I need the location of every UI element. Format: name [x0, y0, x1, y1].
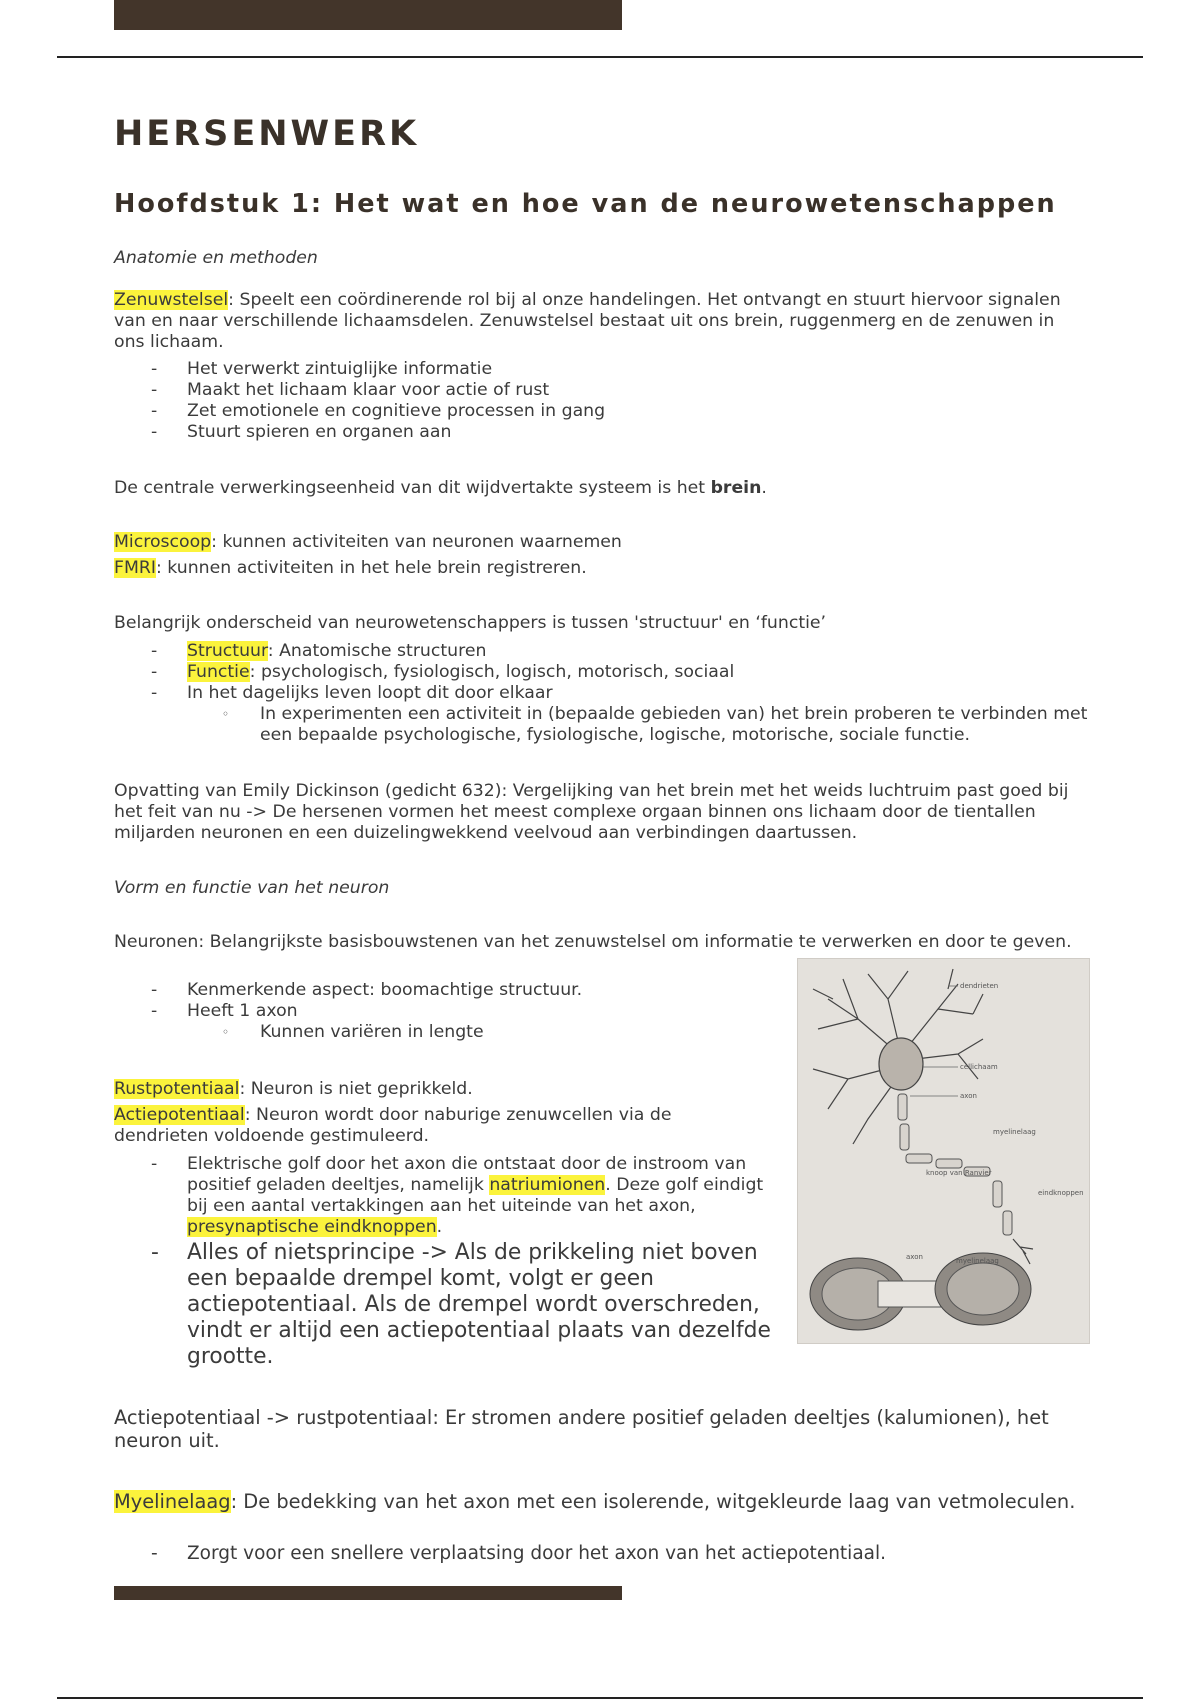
sub-list-item: ◦ In experimenten een activiteit in (bepaalde gebieden van) het brein proberen te verbinden met een bepaalde psychologische, fysiologische, logische, motorische, sociale functie. — [114, 704, 1089, 746]
term-functie: Functie — [187, 662, 250, 682]
axon-segments — [898, 1094, 1012, 1235]
label-myelinelaag: myelinelaag — [993, 1128, 1036, 1136]
list-item: - Elektrische golf door het axon die ontstaat door de instroom van positief geladen deeltjes, namelijk natriumionen. Deze golf eindigt bij een aantal vertakkingen aan het uiteinde van het axon, presynaptische eindknoppen. — [114, 1154, 784, 1238]
terminal-branches — [1013, 1239, 1033, 1264]
paragraph-actiepotentiaal: Actiepotentiaal: Neuron wordt door naburige zenuwcellen via de dendrieten voldoende gestimuleerd. — [114, 1105, 672, 1146]
term-microscoop: Microscoop — [114, 532, 212, 552]
list-item: - Zorgt voor een snellere verplaatsing door het axon van het actiepotentiaal. — [114, 1542, 1089, 1565]
list-item: - Stuurt spieren en organen aan — [114, 422, 605, 443]
paragraph-neuronen: Neuronen: Belangrijkste basisbouwstenen van het zenuwstelsel om informatie te verwerken en door te geven. — [114, 932, 1072, 952]
section-heading-neuron: Vorm en functie van het neuron — [114, 878, 390, 898]
label-dendrieten: dendrieten — [960, 982, 999, 990]
list-item: - Maakt het lichaam klaar voor actie of rust — [114, 380, 605, 401]
paragraph-centraal: De centrale verwerkingseenheid van dit wijdvertakte systeem is het brein. — [114, 478, 767, 498]
list-item: - In het dagelijks leven loopt dit door elkaar — [114, 683, 1089, 704]
neuron-figure — [797, 958, 1090, 1344]
label-cellichaam: cellichaam — [960, 1063, 998, 1071]
label-eindknoppen: eindknoppen — [1038, 1189, 1084, 1197]
paragraph-zenuwstelsel: Zenuwstelsel: Speelt een coördinerende rol bij al onze handelingen. Het ontvangt en stuurt hiervoor signalen van en naar verschillende lichaamsdelen. Zenuwstelsel bestaat uit ons brein, ruggenmerg en de zenuwen in ons lichaam. — [114, 290, 1061, 352]
list-item: - Alles of nietsprincipe -> Als de prikkeling niet boven een bepaalde drempel komt, volgt er geen actiepotentiaal. Als de drempel wordt overschreden, vindt er altijd een actiepotentiaal plaats van dezelfde grootte. — [114, 1240, 790, 1370]
term-actiepotentiaal: Actiepotentiaal — [114, 1105, 245, 1125]
paragraph-myelinelaag: Myelinelaag: De bedekking van het axon met een isolerende, witgekleurde laag van vetmoleculen. — [114, 1490, 1076, 1513]
paragraph-fmri: FMRI: kunnen activiteiten in het hele brein registreren. — [114, 558, 587, 578]
label-axon-section: axon — [906, 1253, 923, 1261]
list-item: - Structuur: Anatomische structuren — [114, 641, 1089, 662]
chapter-heading: Hoofdstuk 1: Het wat en hoe van de neurowetenschappen — [114, 189, 1057, 219]
term-eindknoppen: presynaptische eindknoppen — [187, 1217, 437, 1237]
paragraph-onderscheid: Belangrijk onderscheid van neurowetenschappers is tussen 'structuur' en ‘functie’ — [114, 613, 827, 633]
neuronen-list — [114, 980, 784, 1043]
top-decoration-bar — [114, 0, 622, 30]
label-axon: axon — [960, 1092, 977, 1100]
onderscheid-list — [114, 641, 1089, 746]
myeline-list — [114, 1542, 1089, 1565]
list-item: - Heeft 1 axon — [114, 1001, 784, 1022]
cell-body — [879, 1038, 923, 1090]
bottom-decoration-bar — [114, 1586, 622, 1600]
term-zenuwstelsel: Zenuwstelsel — [114, 290, 229, 310]
term-fmri: FMRI — [114, 558, 156, 578]
list-item: - Functie: psychologisch, fysiologisch, logisch, motorisch, sociaal — [114, 662, 1089, 683]
term-rustpotentiaal: Rustpotentiaal — [114, 1079, 240, 1099]
paragraph-dickinson: Opvatting van Emily Dickinson (gedicht 632): Vergelijking van het brein met het weids luchtruim past goed bij het feit van nu -> De hersenen vormen het meest complexe orgaan binnen ons lichaam door de tientallen miljarden neuronen en een duizelingwekkend veelvoud aan verbindingen daartussen. — [114, 781, 1069, 843]
list-item: - Zet emotionele en cognitieve processen in gang — [114, 401, 605, 422]
label-myelinelaag-section: myelinelaag — [956, 1257, 999, 1265]
sub-list-item: ◦ Kunnen variëren in lengte — [114, 1022, 784, 1043]
zenuwstelsel-list — [114, 359, 605, 443]
label-knoop-van-ranvier: knoop van Ranvier — [926, 1169, 992, 1177]
term-structuur: Structuur — [187, 641, 268, 661]
list-item: - Kenmerkende aspect: boomachtige structuur. — [114, 980, 784, 1001]
section-heading-anatomie: Anatomie en methoden — [114, 248, 318, 268]
paragraph-terug: Actiepotentiaal -> rustpotentiaal: Er stromen andere positief geladen deeltjes (kalumionen), het neuron uit. — [114, 1406, 1049, 1452]
paragraph-microscoop: Microscoop: kunnen activiteiten van neuronen waarnemen — [114, 532, 622, 552]
term-natriumionen: natriumionen — [489, 1175, 606, 1195]
paragraph-rustpotentiaal: Rustpotentiaal: Neuron is niet geprikkeld. — [114, 1079, 473, 1099]
document-title: HERSENWERK — [114, 114, 420, 154]
footer-rule — [57, 1697, 1143, 1699]
term-myelinelaag: Myelinelaag — [114, 1490, 231, 1513]
neuron-illustration — [798, 959, 1089, 1343]
list-item: - Het verwerkt zintuiglijke informatie — [114, 359, 605, 380]
alles-of-niets-list — [114, 1240, 790, 1370]
actiepotentiaal-list — [114, 1154, 784, 1238]
header-rule — [57, 56, 1143, 58]
